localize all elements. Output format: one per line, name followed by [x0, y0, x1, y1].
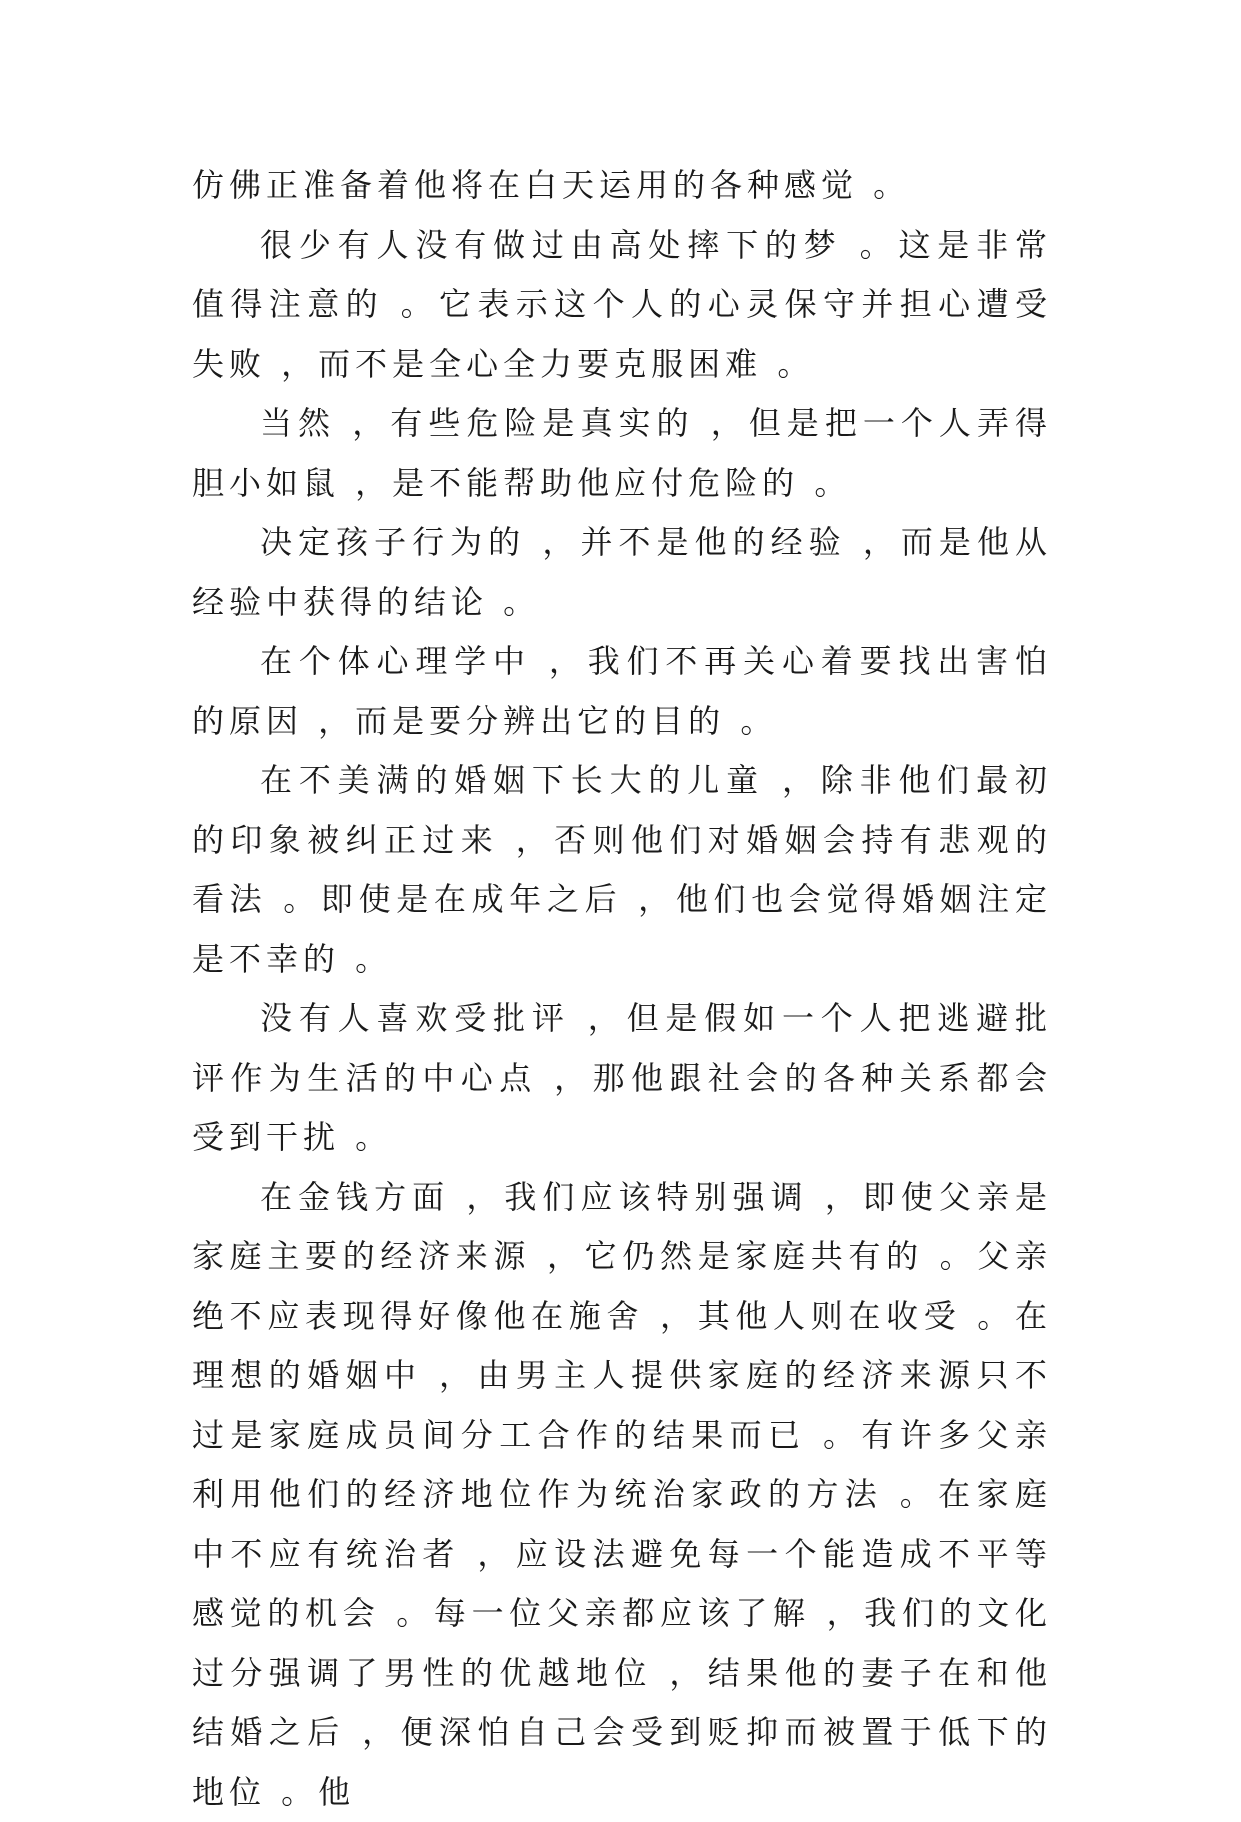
paragraph-2: 很少有人没有做过由高处摔下的梦 。这是非常值得注意的 。它表示这个人的心灵保守并担心遭受失败 ，而不是全心全力要克服困难 。: [192, 216, 1052, 395]
paragraph-3: 当然 ，有些危险是真实的 ，但是把一个人弄得胆小如鼠 ，是不能帮助他应付危险的 。: [192, 394, 1052, 513]
paragraph-1: 仿佛正准备着他将在白天运用的各种感觉 。: [192, 156, 1052, 216]
paragraph-6: 在不美满的婚姻下长大的儿童 ，除非他们最初的印象被纠正过来 ，否则他们对婚姻会持有悲观的看法 。即使是在成年之后 ，他们也会觉得婚姻注定是不幸的 。: [192, 751, 1052, 989]
paragraph-8: 在金钱方面 ，我们应该特别强调 ，即使父亲是家庭主要的经济来源 ，它仍然是家庭共有的 。父亲绝不应表现得好像他在施舍 ，其他人则在收受 。在理想的婚姻中 ，由男主人提供家庭的经济来源只不过是家庭成员间分工合作的结果而已 。有许多父亲利用他们的经济地位作为统治家政的方法 。在家庭中不应有统治者 ，应设法避免每一个能造成不平等感觉的机会 。每一位父亲都应该了解 ，我们的文化过分强调了男性的优越地位 ，结果他的妻子在和他结婚之后 ，便深怕自己会受到贬抑而被置于低下的地位 。他: [192, 1168, 1052, 1822]
paragraph-7: 没有人喜欢受批评 ，但是假如一个人把逃避批评作为生活的中心点 ，那他跟社会的各种关系都会受到干扰 。: [192, 989, 1052, 1168]
document-body: [192, 156, 1052, 1822]
paragraph-4: 决定孩子行为的 ，并不是他的经验 ，而是他从经验中获得的结论 。: [192, 513, 1052, 632]
paragraph-5: 在个体心理学中 ，我们不再关心着要找出害怕的原因 ，而是要分辨出它的目的 。: [192, 632, 1052, 751]
